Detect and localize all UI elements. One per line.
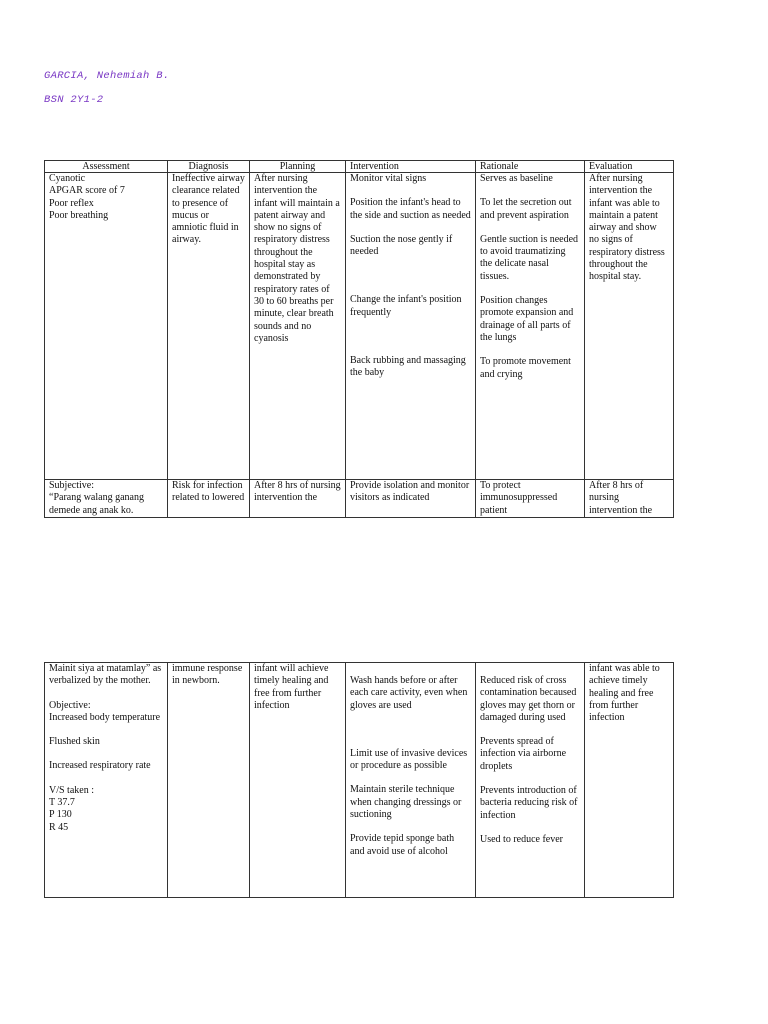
subjective-quote: “Parang walang ganang demede ang anak ko. [49, 492, 144, 516]
assessment-cell [45, 173, 168, 480]
column-header-planning: Planning [250, 161, 346, 173]
student-section: BSN 2Y1-2 [44, 94, 104, 106]
rationale-item: Position changes promote expansion and drainage of all parts of the lungs [480, 295, 574, 343]
intervention-cell [346, 663, 476, 898]
table-row [45, 663, 674, 898]
assessment-item: Cyanotic [49, 173, 86, 184]
diagnosis-text: immune response in newborn. [172, 663, 243, 687]
planning-cell [250, 663, 346, 898]
intervention-item: Suction the nose gently if needed [350, 233, 453, 258]
table-row [45, 173, 674, 480]
evaluation-text: After nursing intervention the infant was able to maintain a patent airway and show no signs of respiratory distress throughout the hospital stay. [589, 173, 665, 283]
table-row [45, 480, 674, 518]
diagnosis-cell [168, 663, 250, 898]
planning-cell [250, 480, 346, 518]
rationale-item: Gentle suction is needed to avoid traumatizing the delicate nasal tissues. [480, 233, 579, 282]
intervention-item: Provide tepid sponge bath and avoid use of alcohol [350, 833, 455, 857]
rationale-item: Used to reduce fever [480, 833, 564, 845]
objective-item: Increased respiratory rate [49, 760, 151, 772]
vital-sign-temperature: T 37.7 [49, 797, 75, 809]
subjective-quote-continued: Mainit siya at matamlay” as verbalized by the mother. [49, 663, 162, 687]
objective-item: Flushed skin [49, 736, 100, 748]
subjective-label: Subjective: [49, 480, 94, 491]
assessment-item: APGAR score of 7 [49, 185, 125, 197]
evaluation-text: infant was able to achieve timely healing and free from further infection [589, 663, 660, 724]
assessment-item: Poor reflex [49, 197, 94, 209]
rationale-item: To protect immunosuppressed patient [480, 480, 558, 516]
intervention-item: Position the infant's head to the side and suction as needed [350, 197, 471, 221]
diagnosis-cell [168, 480, 250, 518]
rationale-item: Serves as baseline [480, 173, 553, 184]
planning-text: After 8 hrs of nursing intervention the [254, 480, 341, 504]
rationale-cell [476, 173, 585, 480]
intervention-item: Change the infant's position frequently [350, 294, 462, 318]
intervention-item: Limit use of invasive devices or procedure as possible [350, 747, 468, 772]
evaluation-text: After 8 hrs of nursing intervention the [589, 480, 653, 516]
diagnosis-text: Ineffective airway clearance related to presence of mucus or amniotic fluid in airway. [172, 173, 245, 246]
intervention-item: Provide isolation and monitor visitors as indicated [350, 480, 470, 504]
intervention-item: Back rubbing and massaging the baby [350, 355, 466, 379]
diagnosis-cell [168, 173, 250, 480]
rationale-cell [476, 480, 585, 518]
column-header-assessment: Assessment [45, 161, 168, 173]
assessment-cell [45, 480, 168, 518]
column-header-rationale: Rationale [476, 161, 585, 173]
intervention-item: Maintain sterile technique when changing dressings or suctioning [350, 784, 462, 821]
objective-label: Objective: [49, 699, 91, 711]
column-header-intervention: Intervention [346, 161, 476, 173]
intervention-cell [346, 173, 476, 480]
care-plan-table-part1 [44, 160, 674, 518]
planning-text: After nursing intervention the infant will maintain a patent airway and show no signs of respiratory distress throughout the hospital stay as demonstrated by respiratory rates of 30 to 60 breaths per minute, clear breath sounds and no cyanosis [254, 173, 340, 344]
rationale-cell [476, 663, 585, 898]
rationale-item: To promote movement and crying [480, 356, 571, 380]
column-header-diagnosis: Diagnosis [168, 161, 250, 173]
column-header-evaluation: Evaluation [585, 161, 674, 173]
care-plan-table-part2 [44, 662, 674, 898]
vital-sign-pulse: P 130 [49, 809, 72, 821]
vital-signs-label: V/S taken : [49, 784, 94, 796]
assessment-cell [45, 663, 168, 898]
evaluation-cell [585, 480, 674, 518]
evaluation-cell [585, 663, 674, 898]
vital-sign-respiration: R 45 [49, 821, 69, 833]
intervention-item: Monitor vital signs [350, 173, 427, 184]
rationale-item: To let the secretion out and prevent aspiration [480, 197, 572, 221]
table-header-row [45, 161, 674, 173]
planning-cell [250, 173, 346, 480]
diagnosis-text: Risk for infection related to lowered [172, 480, 245, 504]
evaluation-cell [585, 173, 674, 480]
intervention-item: Wash hands before or after each care activity, even when gloves are used [350, 675, 468, 711]
planning-text: infant will achieve timely healing and free from further infection [254, 663, 329, 711]
objective-item: Increased body temperature [49, 711, 161, 723]
student-name: GARCIA, Nehemiah B. [44, 70, 170, 82]
assessment-item: Poor breathing [49, 209, 109, 221]
rationale-item: Prevents spread of infection via airborne droplets [480, 736, 567, 772]
intervention-cell [346, 480, 476, 518]
rationale-item: Reduced risk of cross contamination becaused gloves may get thorn or damaged during used [480, 675, 577, 723]
rationale-item: Prevents introduction of bacteria reducing risk of infection [480, 785, 578, 821]
